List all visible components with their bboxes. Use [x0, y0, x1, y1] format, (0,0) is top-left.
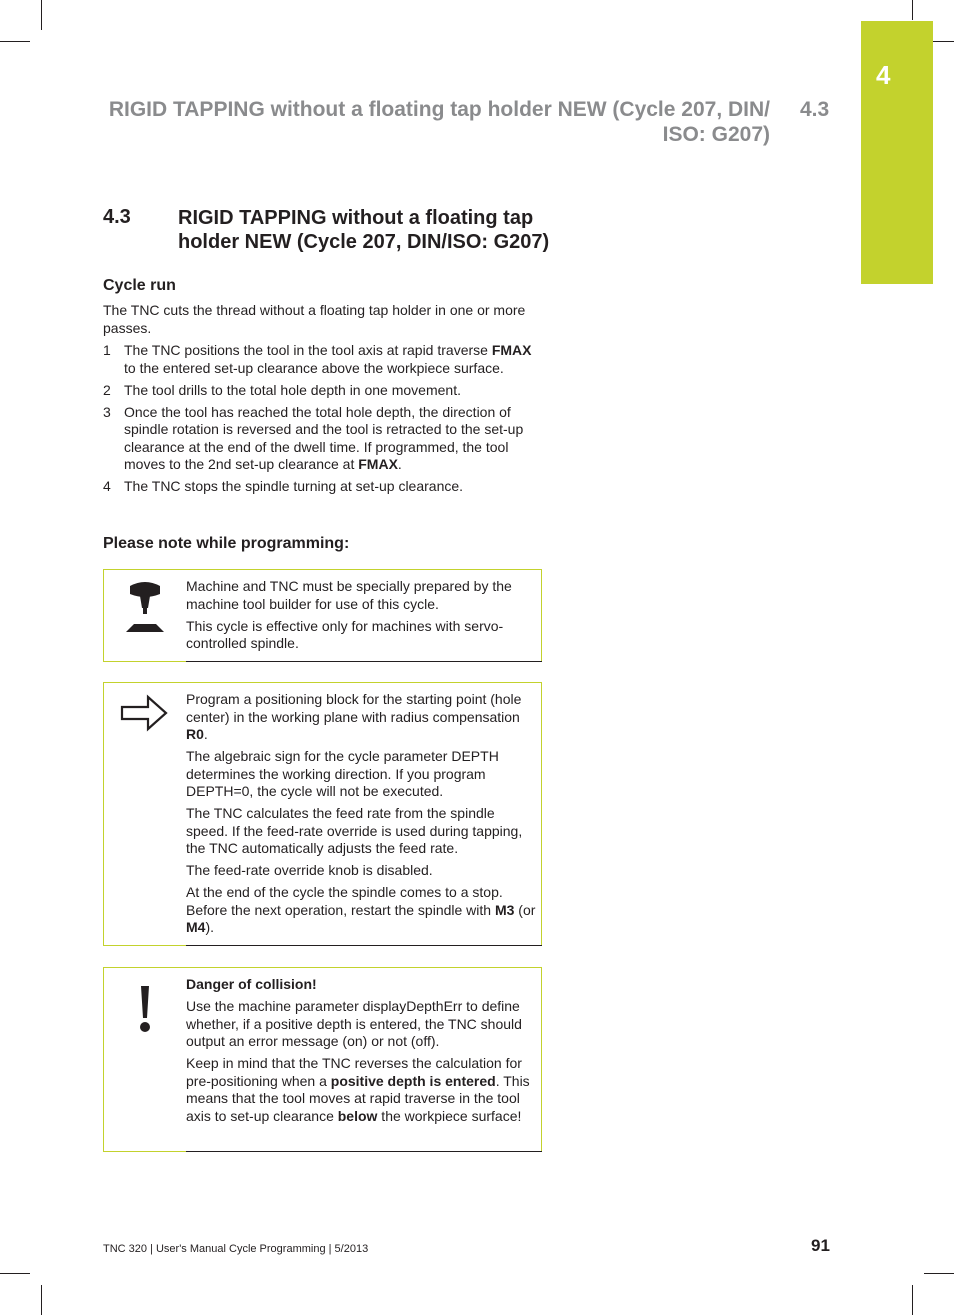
code-m4: M4: [186, 919, 206, 935]
note-danger-text-1: Use the machine parameter displayDepthErr to define whether, if a positive depth is entered, the TNC should output an error message (on) or not (off).: [186, 998, 522, 1049]
list-item: [103, 404, 543, 474]
crop-mark: [41, 0, 42, 30]
arrow-right-icon: [120, 693, 170, 753]
crop-mark: [0, 41, 30, 42]
note-divider: [186, 945, 542, 946]
machine-icon: [120, 580, 170, 640]
note-info-text-5-post: ).: [205, 919, 215, 935]
list-item-number: 2: [103, 381, 111, 398]
code-fmax: FMAX: [491, 342, 532, 358]
note-info-text-3: The TNC calculates the feed rate from the spindle speed. If the feed-rate override is used during tapping, the TNC automatically adjusts the feed rate.: [186, 805, 523, 856]
footer-text: TNC 320 | User's Manual Cycle Programming | 5/2013: [103, 1243, 369, 1255]
note-danger: [103, 967, 542, 1152]
note-info: [103, 682, 542, 946]
cycle-run-intro: The TNC cuts the thread without a floating tap holder in one or more passes.: [103, 302, 526, 336]
list-item-number: 3: [103, 403, 111, 420]
chapter-tab: [861, 21, 933, 284]
note-machine-text-1: Machine and TNC must be specially prepared by the machine tool builder for use of this cycle.: [186, 578, 512, 612]
page-number: 91: [811, 1236, 830, 1255]
list-item-text: The tool drills to the total hole depth in one movement.: [124, 381, 461, 398]
note-danger-emphasis-2: below: [337, 1107, 378, 1124]
list-item-number: 1: [103, 342, 111, 358]
cycle-steps-list: [103, 342, 543, 500]
note-info-text-1: [186, 691, 536, 744]
note-info-text-5-pre: At the end of the cycle the spindle comes to a stop. Before the next operation, restart the spindle with: [186, 884, 503, 918]
list-item-text: Once the tool has reached the total hole depth, the direction of spindle rotation is reversed and the tool is retracted to the set-up clearance at the end of the dwell time. If programmed, the tool moves to the 2nd set-up clearance at: [124, 403, 524, 472]
note-info-text-4: The feed-rate override knob is disabled.: [186, 862, 433, 878]
exclamation-icon: [120, 978, 170, 1038]
note-info-text-1-post: .: [203, 726, 208, 742]
note-danger-emphasis-1: positive depth is entered: [330, 1072, 496, 1089]
programming-heading: Please note while programming:: [103, 535, 350, 552]
crop-mark: [41, 1285, 42, 1315]
list-item-text: The TNC stops the spindle turning at set-up clearance.: [124, 478, 464, 494]
list-item-text-post: .: [397, 456, 402, 472]
code-m3: M3: [494, 901, 515, 918]
running-head-section: 4.3: [800, 98, 830, 121]
list-item: [103, 382, 543, 400]
list-item-text: The TNC positions the tool in the tool axis at rapid traverse: [124, 342, 492, 358]
crop-mark: [0, 1273, 30, 1274]
crop-mark: [924, 1273, 954, 1274]
code-fmax: FMAX: [358, 456, 398, 472]
note-info-text-5: [186, 884, 536, 937]
chapter-tab-number: 4: [876, 60, 891, 90]
code-r0: R0: [186, 726, 204, 742]
note-info-text-2: The algebraic sign for the cycle parameter DEPTH determines the working direction. If you program DEPTH=0, the cycle will not be executed.: [186, 748, 499, 799]
note-info-text-5-mid: (or: [514, 901, 536, 918]
crop-mark: [912, 1285, 913, 1315]
section-title: RIGID TAPPING without a floating tap holder NEW (Cycle 207, DIN/ISO: G207): [178, 207, 550, 253]
list-item-number: 4: [103, 478, 111, 494]
list-item: [103, 478, 543, 496]
note-machine-text-2: This cycle is effective only for machines with servo-controlled spindle.: [186, 617, 504, 651]
list-item: [103, 342, 543, 377]
cycle-run-heading: Cycle run: [103, 277, 176, 294]
section-number: 4.3: [103, 206, 131, 228]
note-danger-title: Danger of collision!: [186, 976, 317, 992]
note-divider: [186, 661, 542, 662]
note-danger-text-2-mid: . This means that the tool moves at rapid traverse in the tool axis to set-up clearance: [186, 1072, 530, 1124]
list-item-text-post: to the entered set-up clearance above the workpiece surface.: [124, 359, 504, 376]
note-divider: [186, 1151, 542, 1152]
note-danger-text-2-post: the workpiece surface!: [377, 1107, 522, 1124]
note-machine: [103, 569, 542, 662]
running-head-title: RIGID TAPPING without a floating tap holder NEW (Cycle 207, DIN/ ISO: G207): [108, 98, 770, 146]
note-danger-text-2-pre: Keep in mind that the TNC reverses the calculation for pre-positioning when a: [186, 1055, 522, 1089]
note-danger-text-2: [186, 1055, 536, 1125]
note-info-text-1-pre: Program a positioning block for the starting point (hole center) in the working plane with radius compensation: [186, 691, 522, 725]
crop-mark: [912, 0, 913, 20]
